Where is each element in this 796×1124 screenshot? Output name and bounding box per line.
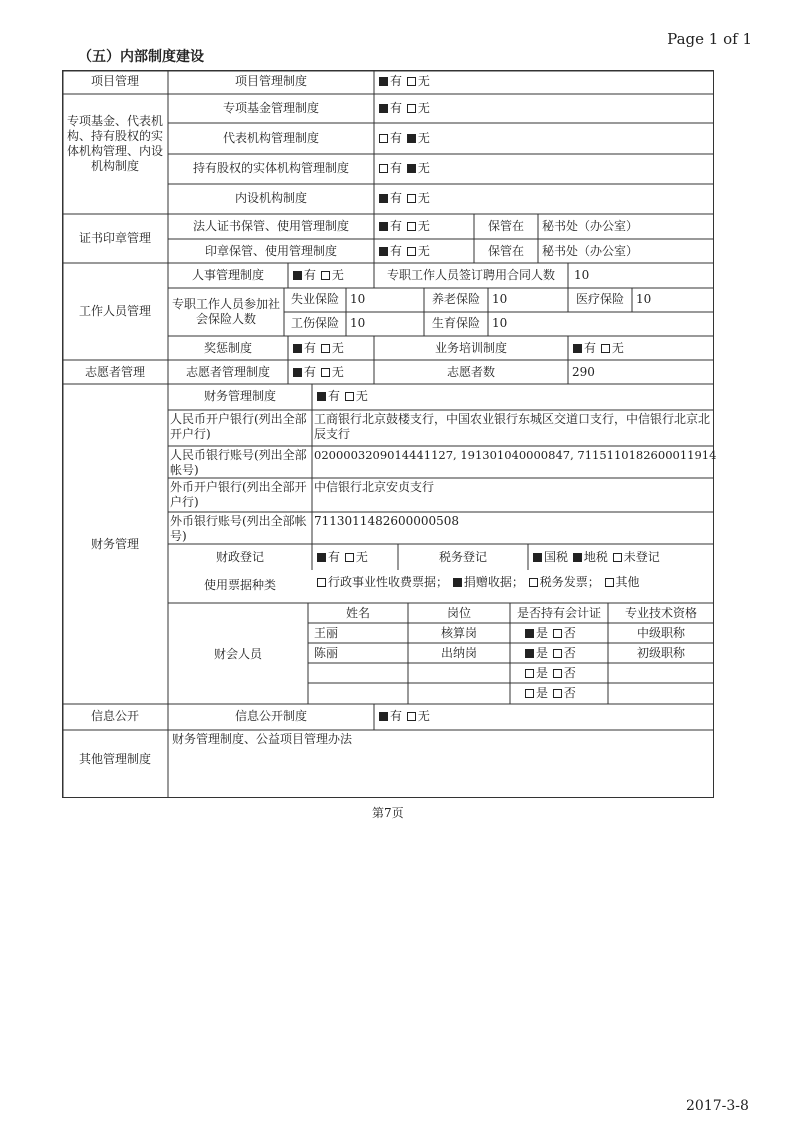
empty-box-icon xyxy=(605,578,614,587)
empty-box-icon xyxy=(407,104,416,113)
project-management-label: 项目管理制度 xyxy=(234,74,307,88)
unemployment-value: 10 xyxy=(350,292,366,306)
checked-box-icon xyxy=(317,553,326,562)
disclosure-category: 信息公开 xyxy=(90,709,139,723)
accountant-1-name: 王丽 xyxy=(314,626,339,640)
empty-box-icon xyxy=(407,712,416,721)
special-fund-label: 专项基金管理制度 xyxy=(222,101,319,115)
volunteer-count-value: 290 xyxy=(572,365,595,379)
checked-box-icon xyxy=(293,271,302,280)
accountant-4-certified: 是 否 xyxy=(524,686,576,701)
tax-registration-label: 税务登记 xyxy=(438,550,487,564)
empty-box-icon xyxy=(613,553,622,562)
seal-management-category: 证书印章管理 xyxy=(78,231,151,245)
seal-custody-label: 印章保管、使用管理制度 xyxy=(204,244,337,258)
project-management-category: 项目管理 xyxy=(90,74,139,88)
empty-box-icon xyxy=(321,368,330,377)
pension-label: 养老保险 xyxy=(431,292,480,306)
reward-policy-checkbox: 有 无 xyxy=(292,341,344,356)
checked-box-icon xyxy=(293,368,302,377)
empty-box-icon xyxy=(407,247,416,256)
volunteer-policy-checkbox: 有 无 xyxy=(292,365,344,380)
rmb-account-value: 0200003209014441127, 191301040000847, 7115110182600011914 xyxy=(314,448,717,462)
training-policy-checkbox: 有 无 xyxy=(572,341,624,356)
page-number: 第7页 xyxy=(372,806,404,820)
fiscal-registration-label: 财政登记 xyxy=(215,550,264,564)
volunteer-policy-label: 志愿者管理制度 xyxy=(185,365,270,379)
empty-box-icon xyxy=(345,553,354,562)
checked-box-icon xyxy=(533,553,542,562)
fiscal-registration-checkbox: 有 无 xyxy=(316,550,368,565)
training-policy-label: 业务培训制度 xyxy=(434,341,507,355)
special-fund-checkbox: 有 无 xyxy=(378,101,430,116)
checked-box-icon xyxy=(573,344,582,353)
internal-system-table xyxy=(62,70,717,798)
accountant-header-title: 专业技术资格 xyxy=(624,606,697,620)
accountant-header-certificate: 是否持有会计证 xyxy=(516,606,601,620)
checked-box-icon xyxy=(407,164,416,173)
checked-box-icon xyxy=(379,222,388,231)
disclosure-policy-checkbox: 有 无 xyxy=(378,709,430,724)
finance-policy-checkbox: 有 无 xyxy=(316,389,368,404)
certificate-custody-label: 法人证书保管、使用管理制度 xyxy=(192,219,349,233)
empty-box-icon xyxy=(601,344,610,353)
accountant-2-certified: 是 否 xyxy=(524,646,576,661)
empty-box-icon xyxy=(553,629,562,638)
disclosure-policy-label: 信息公开制度 xyxy=(234,709,307,723)
checked-box-icon xyxy=(293,344,302,353)
staff-management-category: 工作人员管理 xyxy=(78,304,151,318)
accountant-1-title: 中级职称 xyxy=(636,626,685,640)
fx-account-label: 外币银行账号(列出全部帐号) xyxy=(170,514,307,543)
accountant-2-name: 陈丽 xyxy=(314,646,339,660)
hr-policy-label: 人事管理制度 xyxy=(191,268,264,282)
empty-box-icon xyxy=(407,77,416,86)
fx-bank-label: 外币开户银行(列出全部开户行) xyxy=(170,480,307,509)
other-policies-value: 财务管理制度、公益项目管理办法 xyxy=(172,732,353,746)
empty-box-icon xyxy=(525,689,534,698)
finance-management-category: 财务管理 xyxy=(90,537,139,551)
section-title: （五）内部制度建设 xyxy=(78,49,204,65)
checked-box-icon xyxy=(573,553,582,562)
empty-box-icon xyxy=(379,134,388,143)
checked-box-icon xyxy=(379,77,388,86)
finance-policy-label: 财务管理制度 xyxy=(203,389,276,403)
equity-entity-label: 持有股权的实体机构管理制度 xyxy=(192,161,349,175)
representative-agency-checkbox: 有 无 xyxy=(378,131,430,146)
print-date: 2017-3-8 xyxy=(686,1098,749,1114)
empty-box-icon xyxy=(321,271,330,280)
empty-box-icon xyxy=(529,578,538,587)
reward-policy-label: 奖惩制度 xyxy=(203,341,252,355)
receipt-types-checkbox: 行政事业性收费票据； 捐赠收据； 税务发票； 其他 xyxy=(316,575,640,590)
checked-box-icon xyxy=(407,134,416,143)
empty-box-icon xyxy=(321,344,330,353)
seal-custody-checkbox: 有 无 xyxy=(378,244,430,259)
rmb-bank-value: 工商银行北京鼓楼支行，中国农业银行东城区交道口支行，中信银行北京北辰支行 xyxy=(314,412,711,441)
injury-label: 工伤保险 xyxy=(290,316,339,330)
checked-box-icon xyxy=(525,629,534,638)
entity-management-category: 专项基金、代表机构、持有股权的实体机构管理、内设机构制度 xyxy=(66,114,163,173)
equity-entity-checkbox: 有 无 xyxy=(378,161,430,176)
medical-value: 10 xyxy=(636,292,652,306)
other-policies-category: 其他管理制度 xyxy=(78,752,151,766)
fx-bank-value: 中信银行北京安贞支行 xyxy=(314,480,435,494)
checked-box-icon xyxy=(379,247,388,256)
empty-box-icon xyxy=(553,689,562,698)
empty-box-icon xyxy=(317,578,326,587)
receipt-types-label: 使用票据种类 xyxy=(203,578,276,592)
volunteer-management-category: 志愿者管理 xyxy=(84,365,145,379)
accountant-label: 财会人员 xyxy=(213,647,262,661)
empty-box-icon xyxy=(553,649,562,658)
rmb-bank-label: 人民币开户银行(列出全部开户行) xyxy=(170,412,307,441)
checked-box-icon xyxy=(525,649,534,658)
accountant-1-post: 核算岗 xyxy=(440,626,477,640)
accountant-2-post: 出纳岗 xyxy=(440,646,477,660)
accountant-3-certified: 是 否 xyxy=(524,666,576,681)
certificate-custody-place-label: 保管在 xyxy=(487,219,524,233)
accountant-header-name: 姓名 xyxy=(345,606,370,620)
empty-box-icon xyxy=(345,392,354,401)
medical-label: 医疗保险 xyxy=(575,292,624,306)
representative-agency-label: 代表机构管理制度 xyxy=(222,131,319,145)
certificate-custody-place: 秘书处（办公室） xyxy=(542,219,639,233)
empty-box-icon xyxy=(407,222,416,231)
fx-account-value: 7113011482600000508 xyxy=(314,514,460,528)
empty-box-icon xyxy=(379,164,388,173)
seal-custody-place-label: 保管在 xyxy=(487,244,524,258)
checked-box-icon xyxy=(379,104,388,113)
rmb-account-label: 人民币银行账号(列出全部帐号) xyxy=(170,448,307,477)
internal-agency-checkbox: 有 无 xyxy=(378,191,430,206)
seal-custody-place: 秘书处（办公室） xyxy=(542,244,639,258)
insurance-count-label: 专职工作人员参加社会保险人数 xyxy=(171,297,280,326)
empty-box-icon xyxy=(553,669,562,678)
accountant-2-title: 初级职称 xyxy=(636,646,685,660)
accountant-header-post: 岗位 xyxy=(446,606,471,620)
pension-value: 10 xyxy=(492,292,508,306)
maternity-label: 生育保险 xyxy=(431,316,480,330)
volunteer-count-label: 志愿者数 xyxy=(446,365,495,379)
internal-agency-label: 内设机构制度 xyxy=(234,191,307,205)
page-count: Page 1 of 1 xyxy=(667,30,752,48)
checked-box-icon xyxy=(317,392,326,401)
checked-box-icon xyxy=(453,578,462,587)
empty-box-icon xyxy=(407,194,416,203)
injury-value: 10 xyxy=(350,316,366,330)
empty-box-icon xyxy=(525,669,534,678)
contract-count-value: 10 xyxy=(574,268,590,282)
tax-registration-checkbox: 国税 地税 未登记 xyxy=(532,550,660,565)
contract-count-label: 专职工作人员签订聘用合同人数 xyxy=(386,268,555,282)
unemployment-label: 失业保险 xyxy=(290,292,339,306)
hr-policy-checkbox: 有 无 xyxy=(292,268,344,283)
certificate-custody-checkbox: 有 无 xyxy=(378,219,430,234)
checked-box-icon xyxy=(379,194,388,203)
maternity-value: 10 xyxy=(492,316,508,330)
project-management-checkbox: 有 无 xyxy=(378,74,430,89)
checked-box-icon xyxy=(379,712,388,721)
accountant-1-certified: 是 否 xyxy=(524,626,576,641)
